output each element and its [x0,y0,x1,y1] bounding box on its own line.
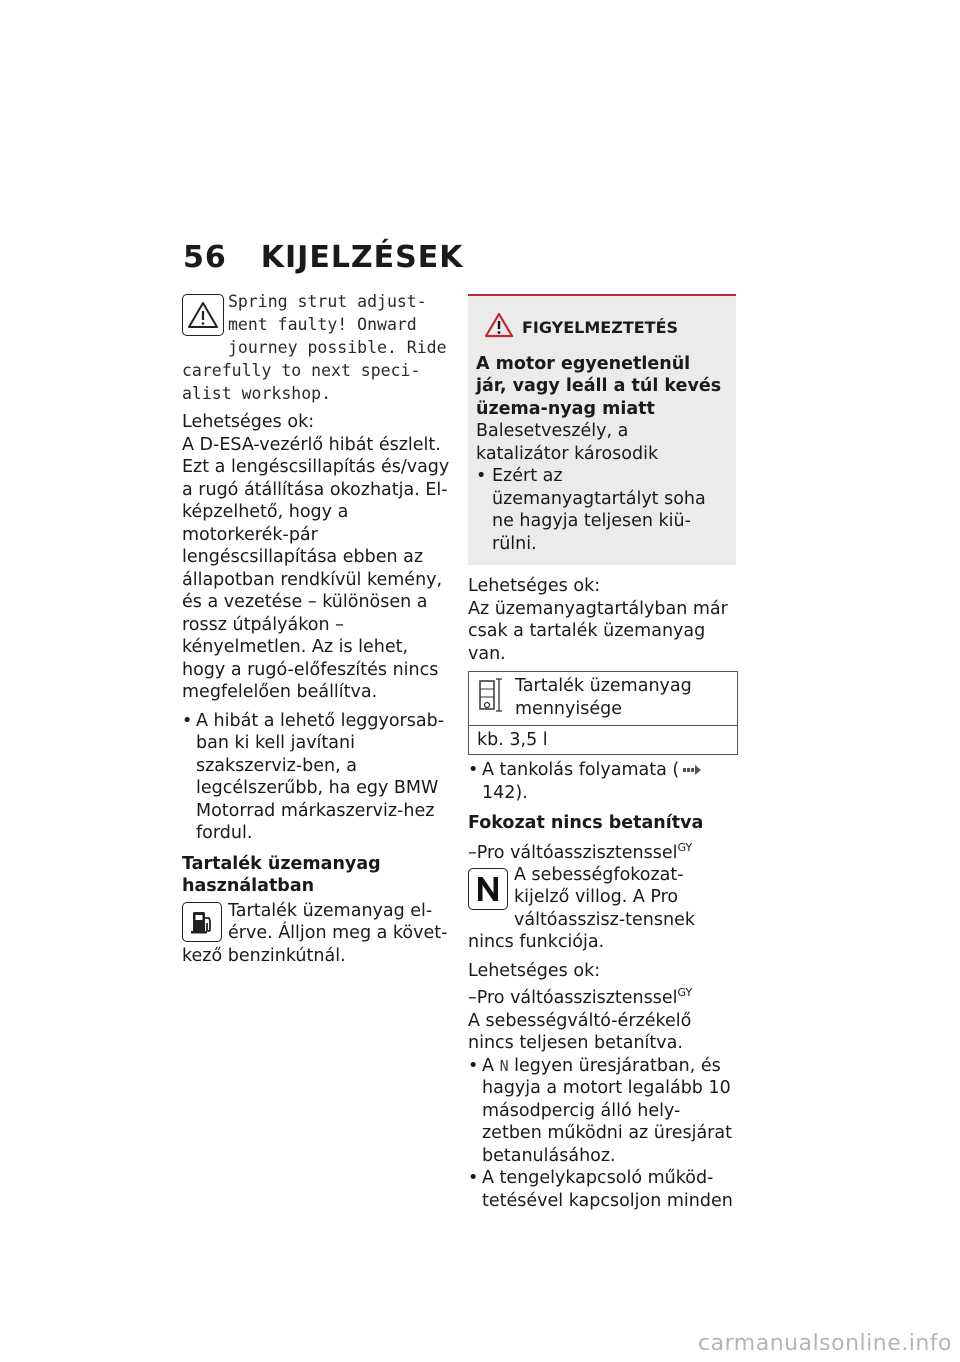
warning-title-text: FIGYELMEZTETÉS [522,318,679,337]
gear-sup: GY [677,840,693,854]
fuel-gauge-icon [477,675,507,722]
cause-label: Lehetséges ok: [182,412,315,432]
cause2-label: Lehetséges ok: [468,960,601,981]
watermark: carmanualsonline.info [698,1331,952,1356]
page-title: KIJELZÉSEK [260,240,464,275]
page-number: 56 [183,240,227,275]
warning-text: Balesetveszély, a katalizátor károsodik [476,421,659,464]
right-column [468,294,738,1212]
bullet-clutch: • A tengelykapcsoló működ-tetésével kapcsoljon minden [468,1167,738,1212]
cause-text-right: Az üzemanyagtartályban már csak a tartalék üzemanyag van. [468,598,728,664]
arrow-ref-icon [683,759,701,769]
cause2-sub-text: –Pro váltóasszisztenssel [468,988,678,1009]
neutral-symbol: N [499,1056,509,1075]
gear-sub [468,837,738,864]
gear-sub-text: –Pro váltóasszisztenssel [468,842,678,863]
bullet-n-post: legyen üresjáratban, és hagyja a motort legalább 10 másodpercig álló hely-zetben működni az üresjárat betanulásához. [482,1055,732,1166]
table-header-cell [469,672,738,726]
reserve-fuel-heading: Tartalék üzemanyag használatban [182,853,381,896]
table-value-cell: kb. 3,5 l [469,725,738,755]
gear-text: A sebességfokozat-kijelző villog. A Pro váltóasszisz-tensnek nincs funkciója. [468,864,695,953]
warning-triangle-icon [182,294,224,336]
gear-block [468,864,738,954]
reserve-fuel-table [468,671,738,755]
bullet-n-pre: A [482,1055,494,1076]
warning-bullet: • Ezért az üzemanyagtartályt soha ne hagyja teljesen kiü-rülni. [476,465,726,555]
refuel-page-ref[interactable]: 142). [482,782,528,803]
warning-box [468,294,736,565]
refuel-bullet [468,759,738,804]
list-item: • A hibát a lehető leggyorsab-ban ki kell javítani szakszerviz-ben, a legcélszerűbb, ha egy BMW Motorrad márkaszerviz-hez fordul. [182,710,452,845]
cause2-text: A sebességváltó-érzékelő nincs teljesen betanítva. [468,1010,692,1054]
spring-strut-text: Spring strut adjust-ment faulty! Onward journey possible. Ride carefully to next speci-alist workshop. [182,292,447,403]
reserve-fuel-text: Tartalék üzemanyag el-érve. Álljon meg a követ-kező benzinkútnál. [182,900,448,966]
fuel-pump-icon [182,902,222,942]
cause-label-right: Lehetséges ok: [468,576,601,596]
warning-triangle-red-icon [484,312,514,345]
gear-n-icon [468,868,508,910]
warning-title [484,312,726,345]
table-label: Tartalék üzemanyag mennyisége [515,676,692,719]
warning-bold-text: A motor egyenetlenül jár, vagy leáll a túl kevés üzema-nyag miatt [476,353,722,419]
cause2-sub [468,982,738,1009]
page-header [183,240,464,275]
left-column [182,290,452,967]
cause-text: A D-ESA-vezérlő hibát észlelt. Ezt a lengéscsillapítás és/vagy a rugó átállítása okozhatja. El-képzelhető, hogy a motorkerék-pár lengéscsillapítása ebben az állapotban rendkívül kemény, és a vezetése – különösen a rossz útpályákon – kényelmetlen. Az is lehet, hogy a rugó-előfeszítés nincs megfelelően beállítva. [182,434,450,702]
gear-heading: Fokozat nincs betanítva [468,813,704,833]
bullet-neutral [468,1055,738,1168]
refuel-text: A tankolás folyamata ( [482,760,680,780]
cause2-sup: GY [677,986,693,1000]
spring-strut-message [182,290,452,405]
reserve-fuel-block [182,900,452,968]
